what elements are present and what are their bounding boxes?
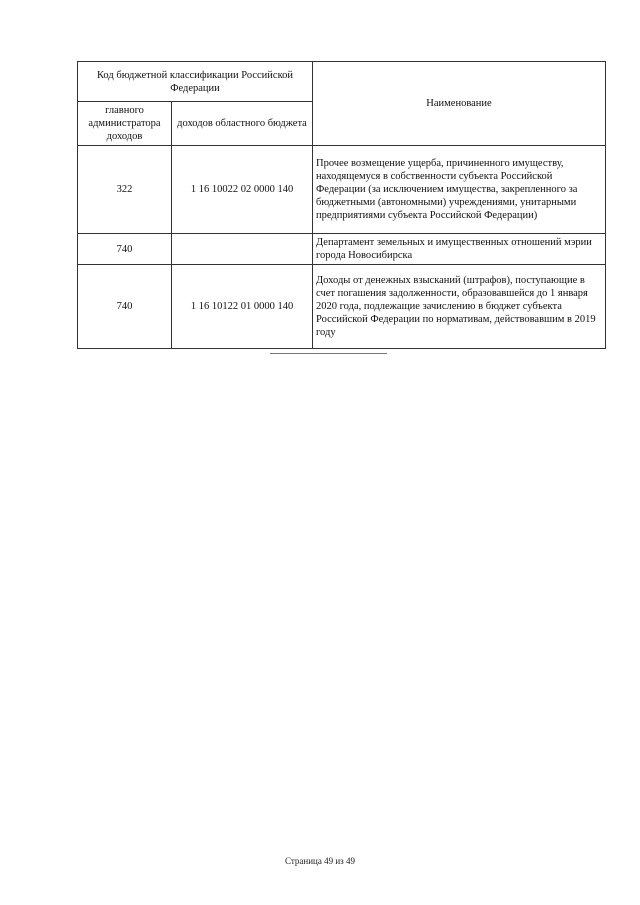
cell-admin-code: 322: [78, 146, 172, 234]
end-separator-line: [270, 353, 387, 354]
header-classification-group: Код бюджетной классификации Российской Федерации: [78, 62, 313, 102]
header-admin: главного администратора доходов: [78, 102, 172, 146]
budget-classification-table: [77, 61, 606, 349]
table-row: [78, 234, 606, 265]
cell-admin-code: 740: [78, 234, 172, 265]
cell-income-code: 1 16 10122 01 0000 140: [172, 265, 313, 349]
cell-admin-code: 740: [78, 265, 172, 349]
cell-income-code: 1 16 10022 02 0000 140: [172, 146, 313, 234]
header-income: доходов областного бюджета: [172, 102, 313, 146]
page-number: Страница 49 из 49: [285, 856, 355, 866]
header-row-group: [78, 62, 606, 102]
table-row: [78, 146, 606, 234]
cell-name: Прочее возмещение ущерба, причиненного имуществу, находящемуся в собственности субъекта Российской Федерации (за исключением имущества, закрепленного за бюджетными (автономными) учреждениями, унитарными предприятиями субъекта Российской Федерации): [313, 146, 606, 234]
table-row: [78, 265, 606, 349]
cell-income-code: [172, 234, 313, 265]
header-name: Наименование: [313, 62, 606, 146]
cell-name: Департамент земельных и имущественных отношений мэрии города Новосибирска: [313, 234, 606, 265]
cell-name: Доходы от денежных взысканий (штрафов), поступающие в счет погашения задолженности, образовавшейся до 1 января 2020 года, подлежащие зачислению в бюджет субъекта Российской Федерации по нормативам, действовавшим в 2019 году: [313, 265, 606, 349]
